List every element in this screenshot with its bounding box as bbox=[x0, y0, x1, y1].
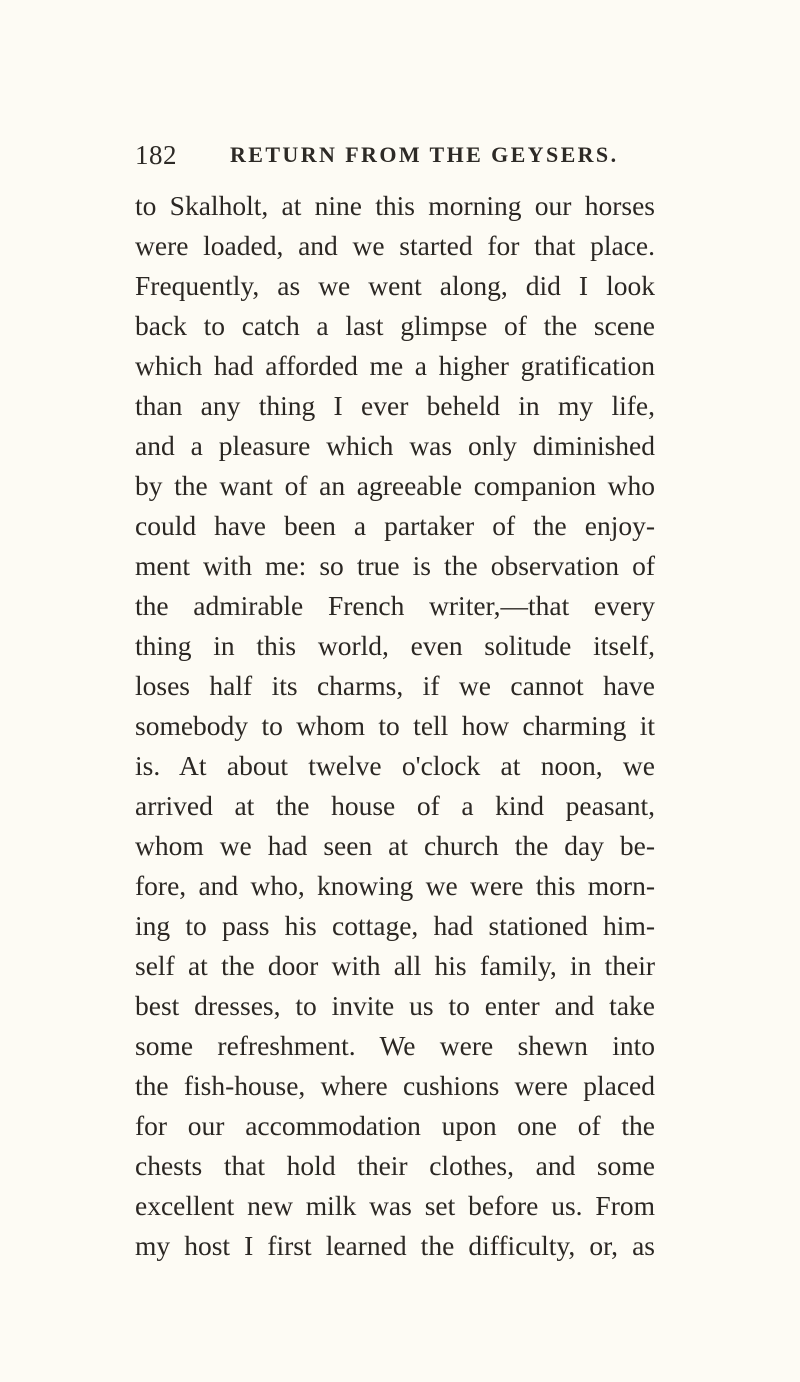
text-line: my host I first learned the difficulty, or, as bbox=[135, 1230, 655, 1261]
text-line: excellent new milk was set before us. From bbox=[135, 1190, 655, 1221]
text-line: which had afforded me a higher gratification bbox=[135, 350, 655, 381]
body-text bbox=[135, 186, 655, 1266]
text-line: ment with me: so true is the observation of bbox=[135, 550, 655, 581]
text-line: could have been a partaker of the enjoy- bbox=[135, 510, 655, 541]
text-line: ing to pass his cottage, had stationed him- bbox=[135, 910, 655, 941]
text-line: for our accommodation upon one of the bbox=[135, 1110, 655, 1141]
text-line: self at the door with all his family, in their bbox=[135, 950, 655, 981]
text-line: arrived at the house of a kind peasant, bbox=[135, 790, 655, 821]
text-line: by the want of an agreeable companion who bbox=[135, 470, 655, 501]
text-line: chests that hold their clothes, and some bbox=[135, 1150, 655, 1181]
page-number: 182 bbox=[135, 140, 177, 170]
text-line: were loaded, and we started for that place. bbox=[135, 230, 655, 261]
text-line: somebody to whom to tell how charming it bbox=[135, 710, 655, 741]
text-line: thing in this world, even solitude itself, bbox=[135, 630, 655, 661]
text-line: fore, and who, knowing we were this morn- bbox=[135, 870, 655, 901]
text-line: loses half its charms, if we cannot have bbox=[135, 670, 655, 701]
text-line: is. At about twelve o'clock at noon, we bbox=[135, 750, 655, 781]
running-title: RETURN FROM THE GEYSERS. bbox=[230, 142, 619, 167]
text-line: than any thing I ever beheld in my life, bbox=[135, 390, 655, 421]
text-line: the admirable French writer,—that every bbox=[135, 590, 655, 621]
text-line: best dresses, to invite us to enter and take bbox=[135, 990, 655, 1021]
text-line: the fish-house, where cushions were placed bbox=[135, 1070, 655, 1101]
text-line: and a pleasure which was only diminished bbox=[135, 430, 655, 461]
text-line: Frequently, as we went along, did I look bbox=[135, 270, 655, 301]
text-line: back to catch a last glimpse of the scene bbox=[135, 310, 655, 341]
text-line: to Skalholt, at nine this morning our horses bbox=[135, 190, 655, 221]
running-head bbox=[135, 140, 645, 174]
text-line: whom we had seen at church the day be- bbox=[135, 830, 655, 861]
text-line: some refreshment. We were shewn into bbox=[135, 1030, 655, 1061]
